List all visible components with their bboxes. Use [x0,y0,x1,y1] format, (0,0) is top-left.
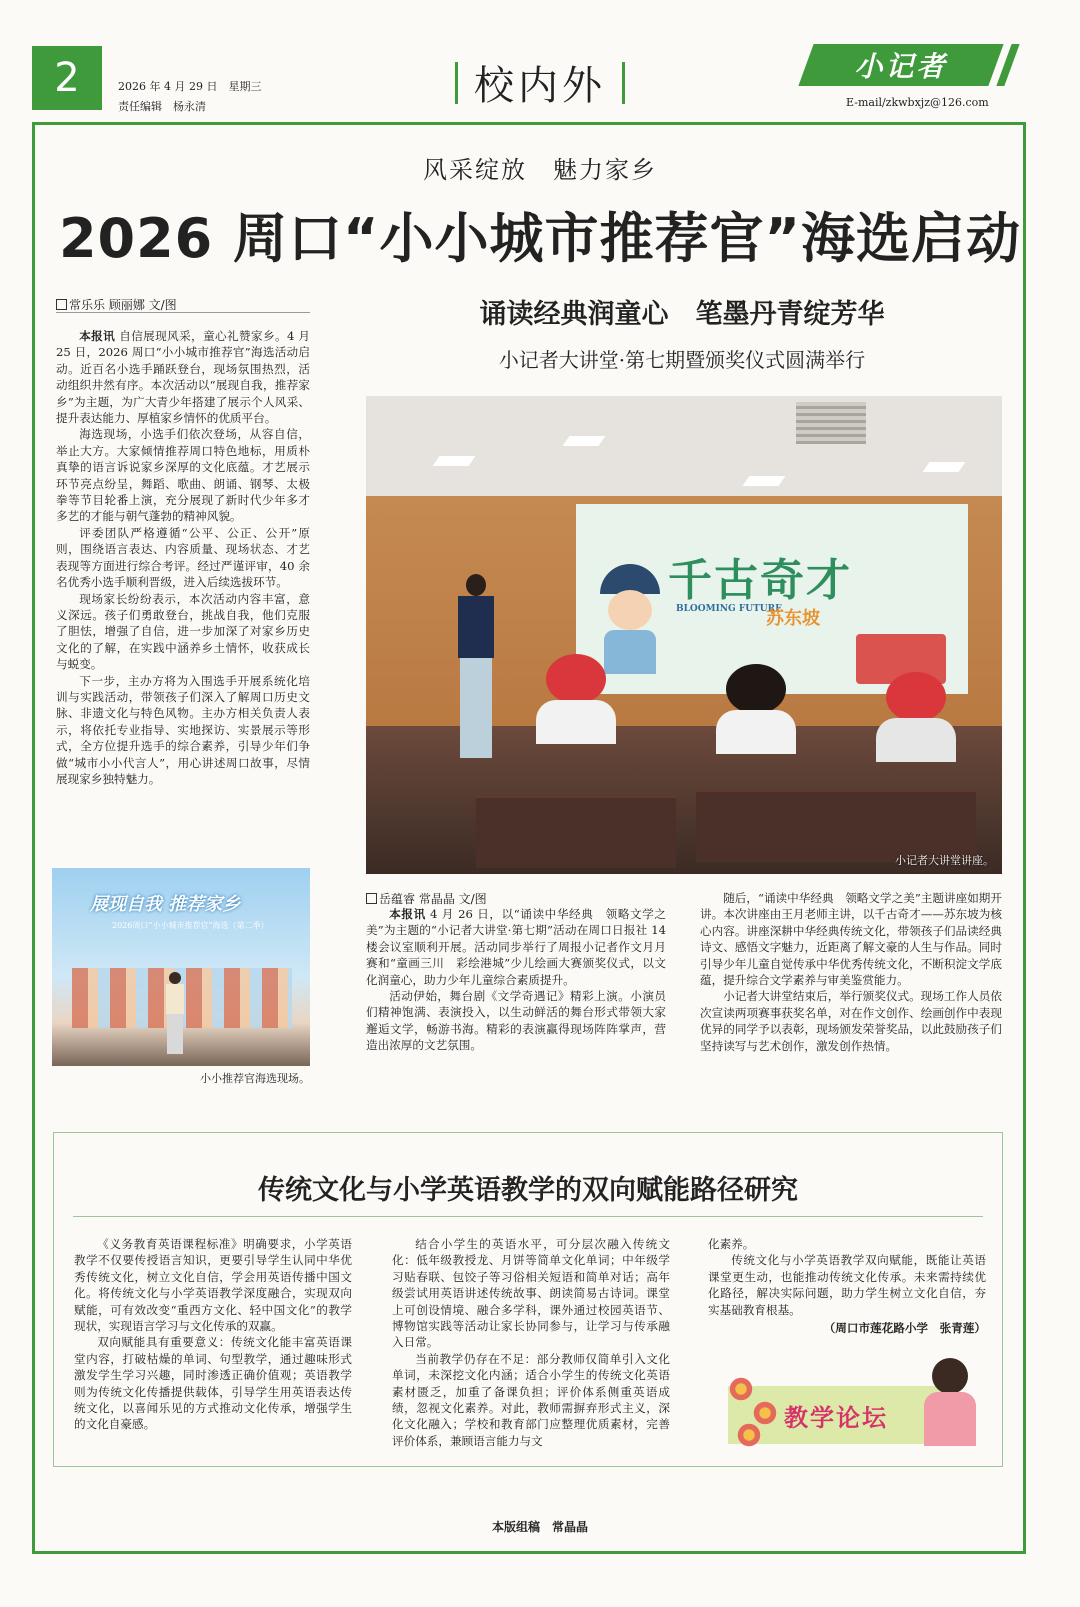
screen-english: BLOOMING FUTURE [676,604,782,614]
audition-photo [52,868,310,1066]
page-footer: 本版组稿 常晶晶 [491,1520,588,1534]
section-bar-left [455,62,458,104]
paragraph: 双向赋能具有重要意义：传统文化能丰富英语课堂内容，打破枯燥的单词、句型教学，通过趣味形式激发学生学习兴趣，同时渗透正确价值观；英语教学则为传统文化传播提供载体，引导学生用英语表达传统文化，以喜闻乐见的方式推动文化传承，增强学生的文化自豪感。 [74,1335,352,1432]
paragraph: 《义务教育英语课程标准》明确要求，小学英语教学不仅要传授语言知识，更要引导学生认同中华优秀传统文化，树立文化自信，学会用英语传播中国文化。将传统文化与小学英语教学深度融合，实现双向赋能，可有效改变“重西方文化、轻中国文化”的教学现状，实现语言学习与文化传承的双赢。 [74,1237,352,1334]
ceiling-light [432,456,475,466]
child-figure [716,664,796,754]
paragraph: 小记者大讲堂结束后，举行颁奖仪式。现场工作人员依次宣读两项赛事获奖名单，对在作文创作、绘画创作中表现优异的同学予以表彰，现场颁发荣誉奖品，以此鼓励孩子们坚持读写与艺术创作，激发创作热情。 [700,989,1002,1053]
contact-email: E-mail/zkwbxjz@126.com [846,96,989,109]
paragraph: 海选现场，小选手们依次登场，从容自信，举止大方。大家倾情推荐周口特色地标，用质朴真挚的语言诉说家乡深厚的文化底蕴。才艺展示环节亮点纷呈，舞蹈、歌曲、朗诵、钢琴、太极拳等节目轮番上演，充分展现了新时代少年多才多艺的才能与朝气蓬勃的精神风貌。 [56,427,310,524]
ceiling-vent [796,402,866,444]
forum-label: 教学论坛 [784,1404,888,1432]
paragraph: 下一步，主办方将为入围选手开展系统化培训与实践活动，带领孩子们深入了解周口历史文脉、非遗文化与特色风物。主办方相关负责人表示，将依托专业指导、实地探访、实景展示等形式，全方位提升选手的综合素养，引导少年们争做“城市小小代言人”，用心讲述周口故事，尽情展现家乡独特魅力。 [56,673,310,786]
section-title-text: 校内外 [474,62,606,109]
paragraph: 评委团队严格遵循“公平、公正、公开”原则，围绕语言表达、内容质量、现场状态、才艺表现等方面进行综合考评。经过严谨评审，40 余名优秀小选手顺利晋级，进入后续选拔环节。 [56,525,310,590]
paragraph: 当前教学仍存在不足：部分教师仅简单引入文化单词，未深挖文化内涵；适合小学生的传统文化英语素材匮乏，加重了备课负担；评价体系侧重英语成绩，忽视文化素养。对此，教师需摒弃形式主义，深化文化融入；学校和教育部门应整理优质素材，完善评价体系，兼顾语言能力与文 [392,1351,670,1448]
flower-icon [728,1376,754,1402]
lead-label: 本报讯 [389,907,426,921]
article2-subhead: 小记者大讲堂·第七期暨颁奖仪式圆满举行 [498,348,866,372]
seat-row [696,788,976,862]
article2-column-1 [366,906,666,1054]
lecture-photo [366,396,1002,874]
ceiling-light [562,436,605,446]
paragraph: 随后，“诵读中华经典 领略文学之美”主题讲座如期开讲。本次讲座由王月老师主讲，以千古奇才——苏东坡为核心内容。讲座深耕中华经典传统文化，带领孩子们品读经典诗文、感悟文字魅力，近距离了解文豪的人生与作品。同时引导少年儿童自觉传承中华优秀传统文化，不断积淀文学底蕴，提升综合文学素养与审美鉴赏能力。 [700,891,1002,988]
teaching-forum-badge [728,1356,990,1448]
issue-date: 2026 年 4 月 29 日 星期三 [118,80,262,93]
ceiling-light [922,462,965,472]
speaker-figure [446,574,506,764]
contestant-figure [162,972,188,1060]
audition-photo-caption: 小小推荐官海选现场。 [200,1072,310,1085]
article3-column-3 [708,1236,986,1336]
ceiling-light [742,476,785,486]
responsible-editor: 责任编辑 杨永清 [118,100,206,113]
article1-headline: 2026 周口“小小城市推荐官”海选启动 [58,207,1022,270]
paragraph: 活动伊始，舞台剧《文学奇遇记》精彩上演。小演员们精神饱满、表演投入，以生动鲜活的舞台形式带领大家邂逅文学，畅游书海。精彩的表演赢得现场阵阵掌声，营造出浓厚的文艺氛围。 [366,989,666,1053]
article3-rule [73,1216,983,1217]
article3-author: （周口市莲花路小学 张青莲） [823,1321,986,1336]
article1-byline: 常乐乐 顾丽娜 文/图 [56,296,177,313]
paragraph [56,328,310,426]
page-number: 2 [32,46,102,110]
paragraph: 结合小学生的英语水平，可分层次融入传统文化：低年级教授龙、月饼等简单文化单词；中年级学习贴春联、包饺子等习俗相关短语和简单对话；高年级尝试用英语讲述传统故事、朗读简易古诗词。课堂上可创设情境、融合多学科，课外通过校园英语节、博物馆实践等活动让家长协同参与，让学习与传承融入日常。 [392,1237,670,1350]
section-title [455,56,625,108]
article2-column-2 [700,890,1002,1054]
paragraph: 传统文化与小学英语教学双向赋能，既能让英语课堂更生动，也能推动传统文化传承。未来需持续优化路径，解决实际问题，助力学生树立文化自信，夯实基础教育根基。 [708,1253,986,1317]
screen-name: 苏东坡 [766,608,820,629]
article1-kicker: 风采绽放 魅力家乡 [423,156,657,184]
paragraph: 现场家长纷纷表示，本次活动内容丰富，意义深远。孩子们勇敢登台，挑战自我，他们克服了胆怯，增强了自信，进一步加深了对家乡历史文化的了解，在实践中涵养乡土情怀，收获成长与蜕变。 [56,591,310,672]
article3-column-2 [392,1236,670,1449]
paragraph-text: 自信展现风采，童心礼赞家乡。4 月 25 日，2026 周口“小小城市推荐官”海选活动启动。近百名小选手踊跃登台，现场氛围热烈，活动组织井然有序。本次活动以“展现自我，推荐家乡”为主题，为广大青少年搭建了展示个人风采、提升表达能力、厚植家乡情怀的优质平台。 [56,329,310,426]
child-figure [536,654,616,744]
screen-title: 千古奇才 [668,555,852,606]
paragraph [366,906,666,988]
article3-column-1 [74,1236,352,1433]
article2-byline: 岳蕴睿 常晶晶 文/图 [366,890,487,907]
flower-icon [752,1400,778,1426]
photo-subtitle: 2026周口“小小城市推荐官”海选（第二季） [112,921,269,930]
paragraph: 化素养。 [708,1237,755,1251]
article3-headline: 传统文化与小学英语教学的双向赋能路径研究 [258,1175,798,1206]
article2-headline: 诵读经典润童心 笔墨丹青绽芳华 [479,299,885,330]
lead-label: 本报讯 [79,329,116,343]
photo-slogan: 展现自我 推荐家乡 [90,894,241,915]
flower-icon [736,1422,762,1448]
article1-body [56,328,310,787]
child-figure [876,672,956,762]
brand-text: 小记者 [854,50,948,83]
lecture-photo-caption: 小记者大讲堂讲座。 [895,854,994,867]
paragraph-text: 4 月 26 日，以“诵读中华经典 领略文学之美”为主题的“小记者大讲堂·第七期”活动在周口日报社 14 楼会议室顺利开展。活动同步举行了周报小记者作文月月赛和“童画三川 彩绘港城”少儿绘画大赛颁奖仪式，以文化润童心，助力少年儿童综合素质提升。 [366,907,666,987]
seat-row [476,794,676,868]
reading-girl-illustration [918,1358,982,1446]
brand-logo [806,44,1016,86]
article1-rule [56,312,310,313]
section-bar-right [622,62,625,104]
